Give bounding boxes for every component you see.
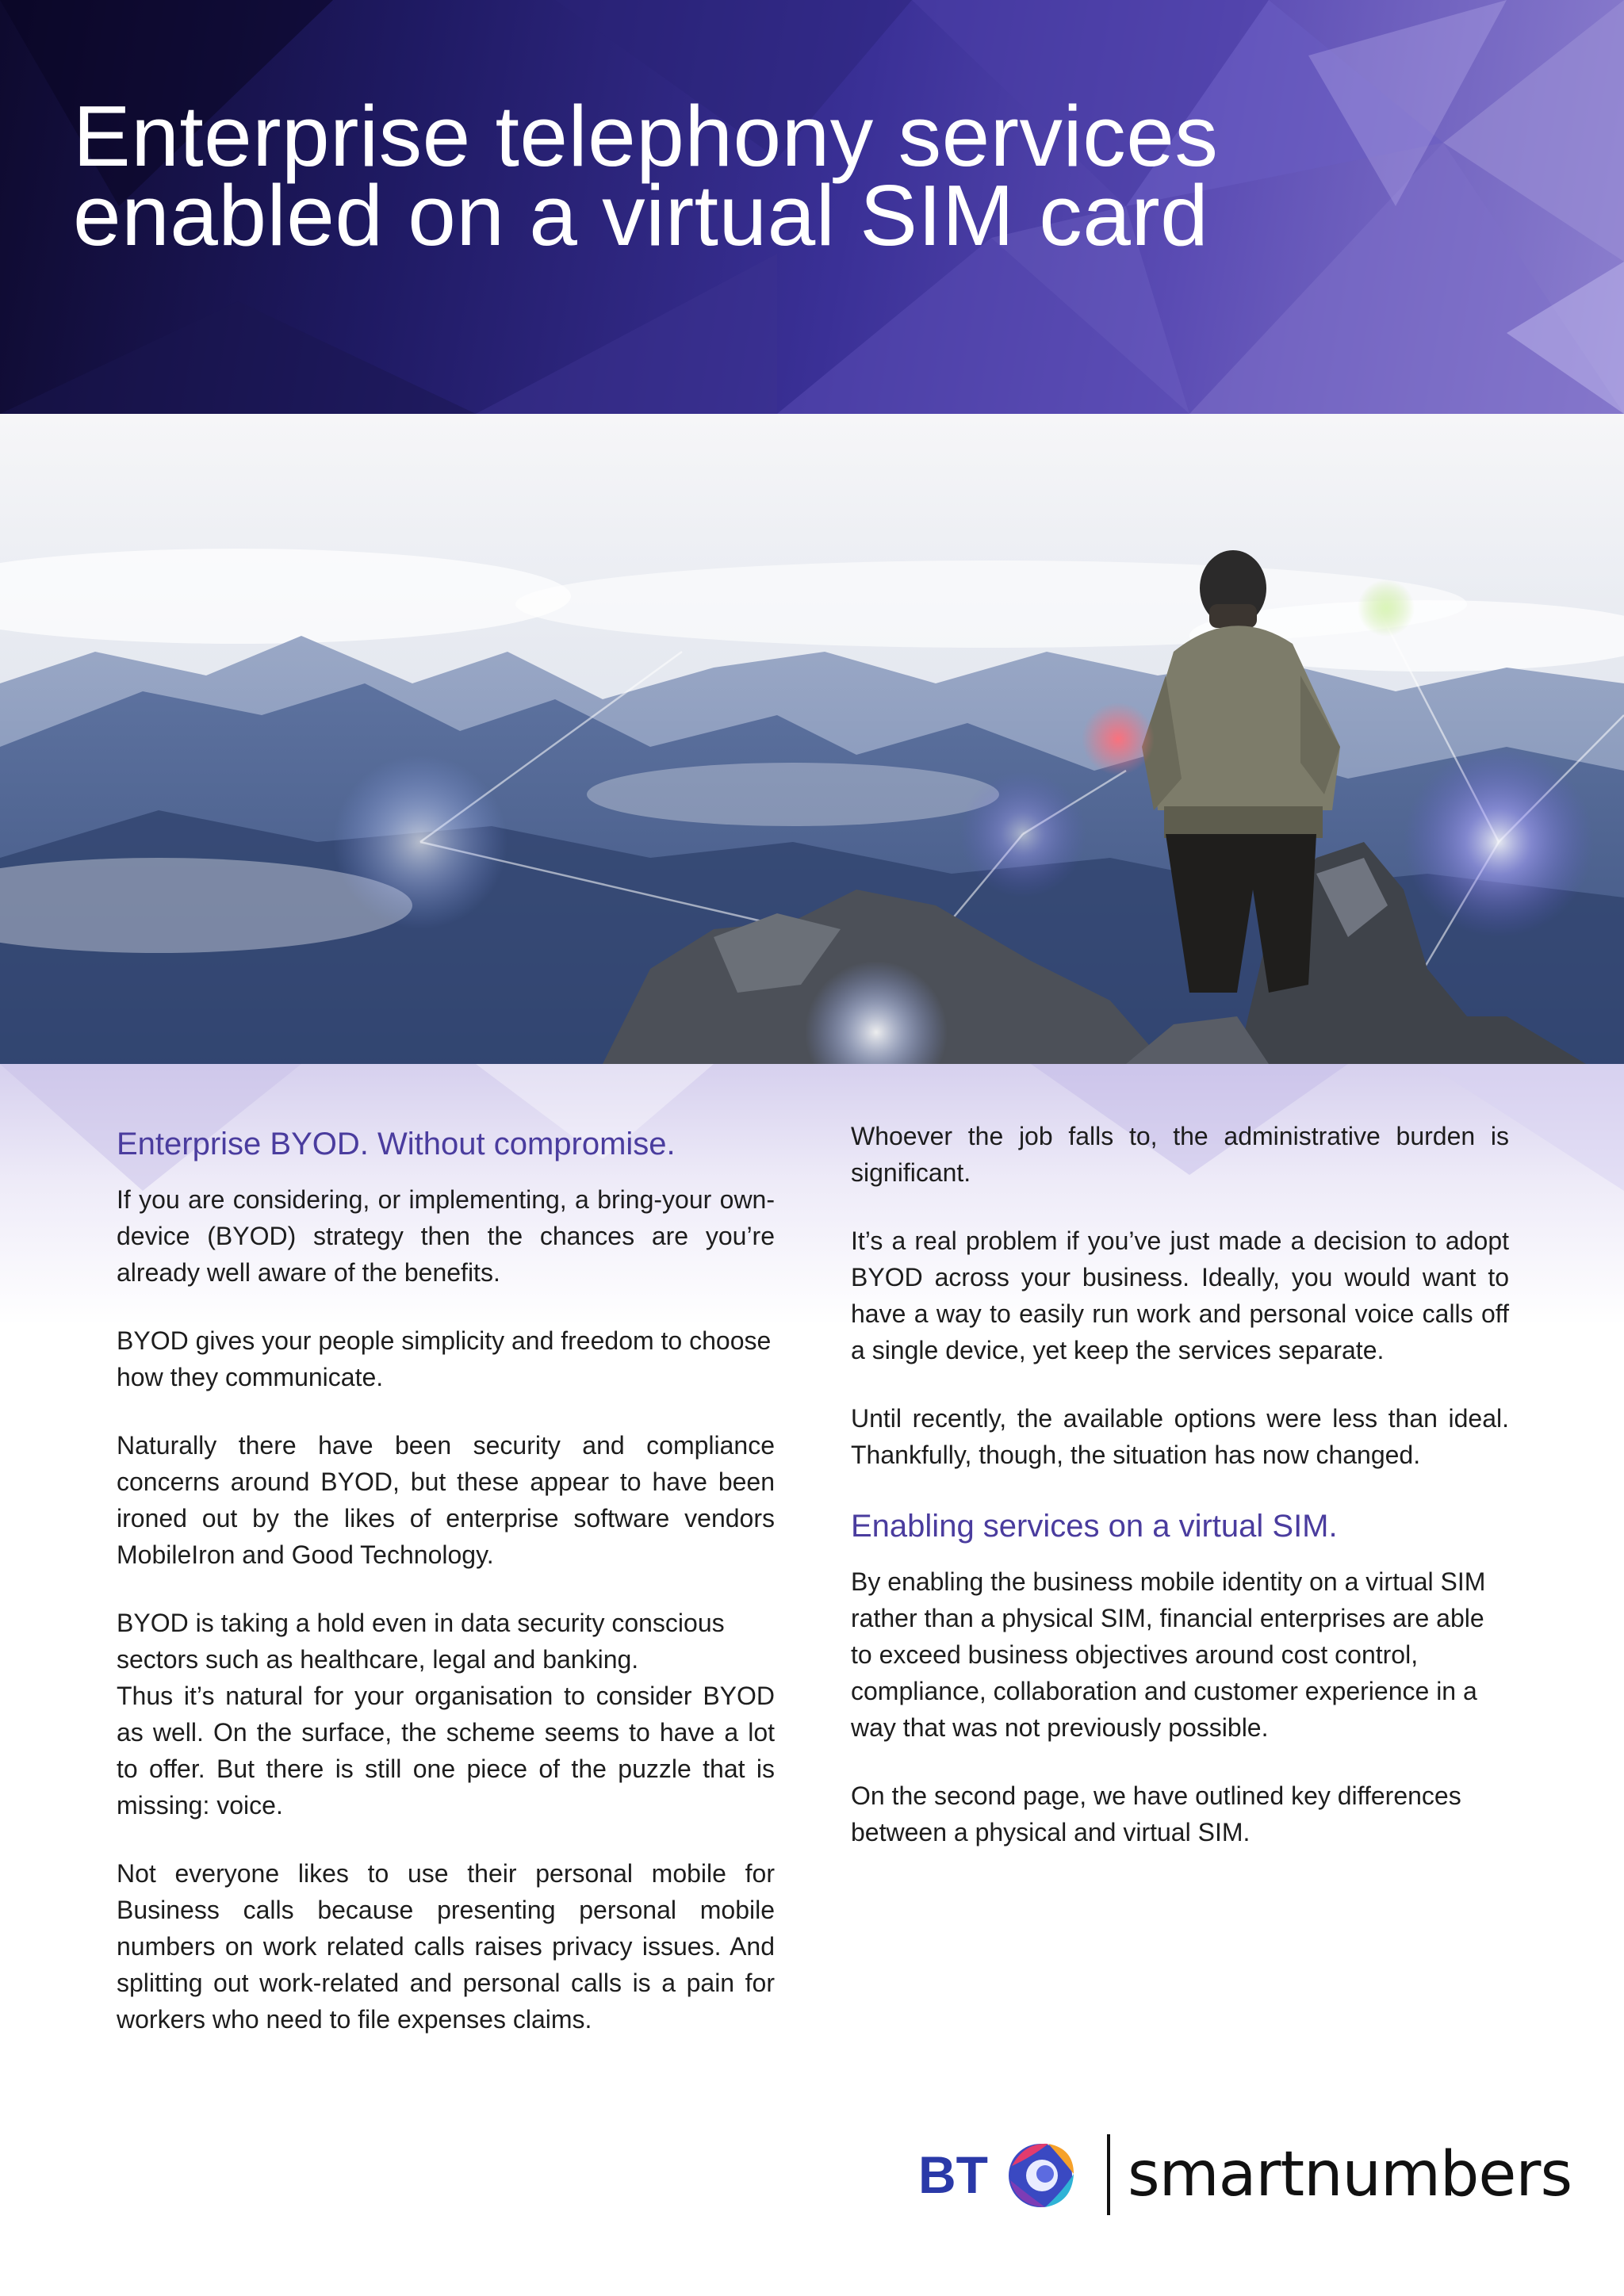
right-column	[851, 1118, 1509, 1850]
paragraph: Naturally there have been security and compliance concerns around BYOD, but these appear to have been ironed out by the likes of enterprise software vendors MobileIron and Good Technology.	[117, 1431, 775, 1569]
page-title-line-1: Enterprise telephony services	[73, 88, 1219, 185]
section-heading-byod: Enterprise BYOD. Without compromise.	[117, 1127, 676, 1161]
page-title	[73, 88, 1219, 264]
paragraph: If you are considering, or implementing, a bring-your own-device (BYOD) strategy then the chances are you’re already well aware of the benefits.	[117, 1185, 775, 1287]
paragraph: BYOD gives your people simplicity and freedom to choose how they communicate.	[117, 1326, 772, 1391]
footer-logos	[912, 2125, 1572, 2220]
smartnumbers-logo-text: smartnumbers	[1128, 2139, 1572, 2210]
page-title-line-2: enabled on a virtual SIM card	[73, 167, 1209, 264]
paragraph: Thus it’s natural for your organisation to consider BYOD as well. On the surface, the scheme seems to have a lot to offer. But there is still one piece of the puzzle that is missing: voice.	[117, 1682, 775, 1820]
left-column	[117, 1123, 775, 2038]
paragraph: Not everyone likes to use their personal mobile for Business calls because presenting personal mobile numbers on work related calls raises privacy issues. And splitting out work-related and personal calls is a pain for workers who need to file expenses claims.	[117, 1859, 775, 2034]
section-heading-virtual-sim: Enabling services on a virtual SIM.	[851, 1509, 1338, 1544]
logo-divider	[1107, 2134, 1110, 2215]
hero-illustration	[0, 414, 1624, 1064]
paragraph: On the second page, we have outlined key differences between a physical and virtual SIM.	[851, 1781, 1461, 1846]
header-banner	[0, 0, 1624, 414]
paragraph: BYOD is taking a hold even in data security conscious sectors such as healthcare, legal and banking.	[117, 1609, 725, 1674]
hero-image	[0, 414, 1624, 1064]
bt-logo-text: BT	[918, 2145, 988, 2204]
paragraph: It’s a real problem if you’ve just made a decision to adopt BYOD across your business. Ideally, you would want to have a way to easily run work and personal voice calls off a single device, yet keep the services separate.	[851, 1226, 1509, 1364]
paragraph: Until recently, the available options were less than ideal. Thankfully, though, the situation has now changed.	[851, 1404, 1509, 1469]
paragraph: By enabling the business mobile identity on a virtual SIM rather than a physical SIM, financial enterprises are able to exceed business objectives around cost control, compliance, collaboration and customer experience in a way that was not previously possible.	[851, 1567, 1486, 1742]
paragraph: Whoever the job falls to, the administrative burden is significant.	[851, 1122, 1509, 1187]
bt-globe-icon	[1001, 2134, 1088, 2214]
